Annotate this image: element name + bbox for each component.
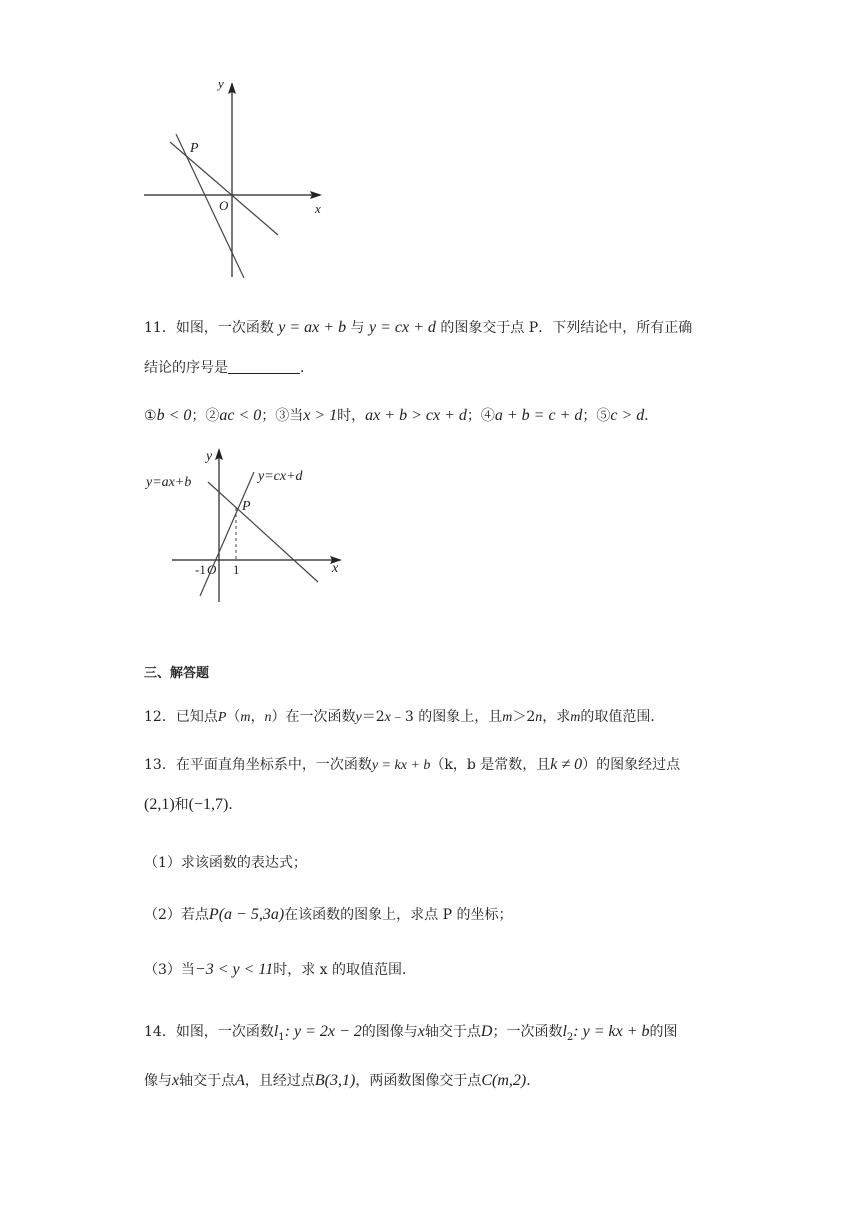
q12: 12．已知点P（m，n）在一次函数y＝2x﹣3 的图象上，且m＞2n，求m的取值范围． xyxy=(144,709,665,725)
point-label: P xyxy=(242,499,251,514)
q11-line1: 11．如图，一次函数 y = ax + b 与 y = cx + d 的图象交于点 P．下列结论中，所有正确 xyxy=(144,319,693,336)
x-label: x xyxy=(332,561,339,576)
q11-options: ①b < 0；②ac < 0；③当x > 1时，ax + b > cx + d；④a + b = c + d；⑤c > d． xyxy=(144,407,659,424)
q11-eq1: y = ax + b xyxy=(278,319,347,336)
x-label: x xyxy=(315,201,321,216)
q13-line1: 13．在平面直角坐标系中，一次函数y = kx + b（k，b 是常数，且k ≠ 0）的图象经过点 xyxy=(144,756,681,773)
tick-neg-one: -1 xyxy=(195,562,206,577)
origin-label: O xyxy=(219,198,229,213)
q13-line2: (2,1)和(−1,7)． xyxy=(144,796,243,813)
q13-sub3: （3）当−3 < y < 11时，求 x 的取值范围． xyxy=(144,961,417,978)
line1-label: y=ax+b xyxy=(146,475,192,490)
line2-label: y=cx+d xyxy=(258,469,303,484)
q11-number: 11． xyxy=(144,320,176,336)
figure-two-lines-intersect xyxy=(140,72,340,282)
line-cx-plus-d xyxy=(200,472,254,596)
q13-sub1: （1）求该函数的表达式； xyxy=(144,855,307,871)
q13-sub2: （2）若点P(a − 5,3a)在该函数的图象上，求点 P 的坐标； xyxy=(144,906,513,923)
y-label: y xyxy=(206,449,213,464)
figure-q11-graph xyxy=(142,444,352,610)
shallow-line xyxy=(170,142,278,235)
point-label: P xyxy=(190,141,199,156)
tick-one: 1 xyxy=(233,562,240,577)
q14-line2: 像与x轴交于点A，且经过点B(3,1)，两函数图像交于点C(m,2)． xyxy=(144,1072,541,1089)
answer-blank[interactable] xyxy=(228,359,300,374)
y-label: y xyxy=(218,76,224,91)
section-heading: 三、解答题 xyxy=(144,666,210,681)
q11-eq2: y = cx + d xyxy=(368,319,436,336)
origin-label: O xyxy=(207,562,217,577)
q11-line2: 结论的序号是 ． xyxy=(144,360,314,376)
line-ax-plus-b xyxy=(208,482,318,582)
q14-line1: 14．如图，一次函数$l_1$: y = 2x − 2的图像与x轴交于点D；一次函数$l_2$: y = kx + b的图 xyxy=(144,1023,678,1043)
